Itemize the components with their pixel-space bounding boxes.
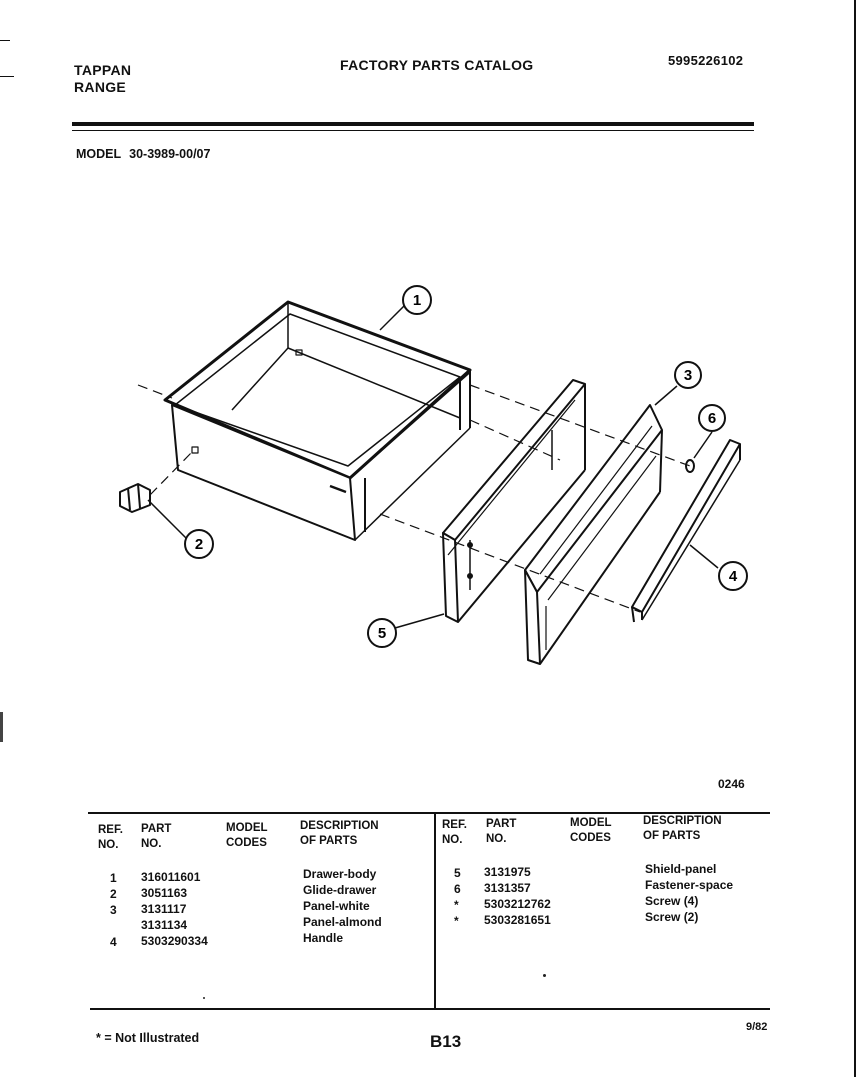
table-row-part: 316011601	[141, 870, 201, 884]
table-row-part: 3051163	[141, 886, 188, 900]
table-row-desc: Glide-drawer	[303, 883, 377, 897]
table-row-ref: 5	[454, 866, 461, 880]
table-bottom-rule	[90, 1008, 770, 1010]
scan-mark	[0, 712, 3, 742]
table-row-desc: Shield-panel	[645, 862, 717, 876]
callout-5-label: 5	[377, 625, 387, 642]
table-row-ref: 1	[110, 871, 117, 885]
catalog-title: FACTORY PARTS CATALOG	[340, 57, 534, 73]
header-rule-thin	[72, 130, 754, 131]
right-ref-column	[454, 865, 461, 929]
callout-1	[403, 286, 431, 314]
table-row-desc: Screw (4)	[645, 894, 699, 908]
page-number: B13	[430, 1032, 462, 1051]
scan-speck	[543, 974, 546, 977]
callout-6	[699, 405, 725, 431]
front-panel-drawing	[525, 405, 662, 664]
catalog-number: 5995226102	[668, 53, 744, 68]
brand-line2: RANGE	[74, 79, 127, 95]
scan-mark	[0, 40, 10, 41]
header-rule	[72, 122, 754, 126]
table-row-part: 3131117	[141, 902, 187, 916]
table-row-desc: Fastener-space	[645, 878, 734, 892]
callout-2-label: 2	[194, 536, 204, 553]
header-model: MODEL CODES	[226, 822, 268, 849]
left-part-column	[141, 869, 208, 949]
shield-panel-drawing	[443, 380, 585, 622]
table-row-desc: Panel-almond	[303, 915, 382, 929]
table-row-ref: 6	[454, 882, 461, 896]
print-date: 9/82	[746, 1021, 768, 1033]
drawer-body-drawing	[165, 302, 470, 540]
brand-line1: TAPPAN	[74, 62, 132, 78]
table-row-desc: Panel-white	[303, 899, 370, 913]
table-row-desc: Drawer-body	[303, 867, 377, 881]
table-row-part: 5303290334	[141, 934, 208, 948]
table-row-ref: *	[454, 898, 459, 912]
callout-1-label: 1	[412, 292, 422, 309]
scan-mark	[0, 76, 14, 77]
model-value: 30-3989-00/07	[129, 147, 211, 161]
drawing-code: 0246	[718, 777, 745, 791]
table-row-desc: Screw (2)	[645, 910, 699, 924]
callout-2	[185, 530, 213, 558]
brand	[74, 62, 131, 96]
header-part-right: PART NO.	[486, 818, 517, 845]
callout-4	[719, 562, 747, 590]
exploded-parts-diagram	[100, 270, 780, 690]
table-row-ref: *	[454, 914, 459, 928]
fastener-spacer-drawing	[686, 460, 694, 472]
table-divider	[434, 813, 436, 1009]
page-border-right	[854, 0, 856, 1077]
footnote: * = Not Illustrated	[96, 1031, 200, 1045]
header-ref-right: REF. NO.	[442, 819, 467, 846]
table-row-ref: 3	[110, 903, 117, 917]
header-desc-right: DESCRIPTION OF PARTS	[643, 815, 722, 842]
header-desc: DESCRIPTION OF PARTS	[300, 820, 379, 847]
header-ref: REF. NO.	[98, 824, 123, 851]
callout-5	[368, 619, 396, 647]
left-desc-column	[303, 866, 382, 946]
callout-6-label: 6	[707, 410, 717, 427]
callout-3	[675, 362, 701, 388]
table-row-ref: 2	[110, 887, 117, 901]
left-ref-column	[110, 870, 117, 950]
model-line	[76, 147, 218, 161]
scan-speck	[203, 997, 205, 999]
table-row-part: 3131134	[141, 918, 188, 932]
header-part: PART NO.	[141, 823, 172, 850]
table-row-ref: 4	[110, 935, 117, 949]
callout-3-label: 3	[683, 367, 693, 384]
glide-drawer-drawing	[120, 484, 150, 512]
right-desc-column	[645, 861, 733, 925]
callout-4-label: 4	[728, 568, 738, 585]
table-row-part: 3131975	[484, 865, 531, 879]
table-row-desc: Handle	[303, 931, 344, 945]
table-row-part: 3131357	[484, 881, 531, 895]
model-label: MODEL	[76, 147, 122, 161]
table-row-part: 5303212762	[484, 897, 551, 911]
table-row-ref	[110, 918, 117, 934]
table-row-part: 5303281651	[484, 913, 551, 927]
header-model-right: MODEL CODES	[570, 817, 612, 844]
right-part-column	[484, 864, 551, 928]
